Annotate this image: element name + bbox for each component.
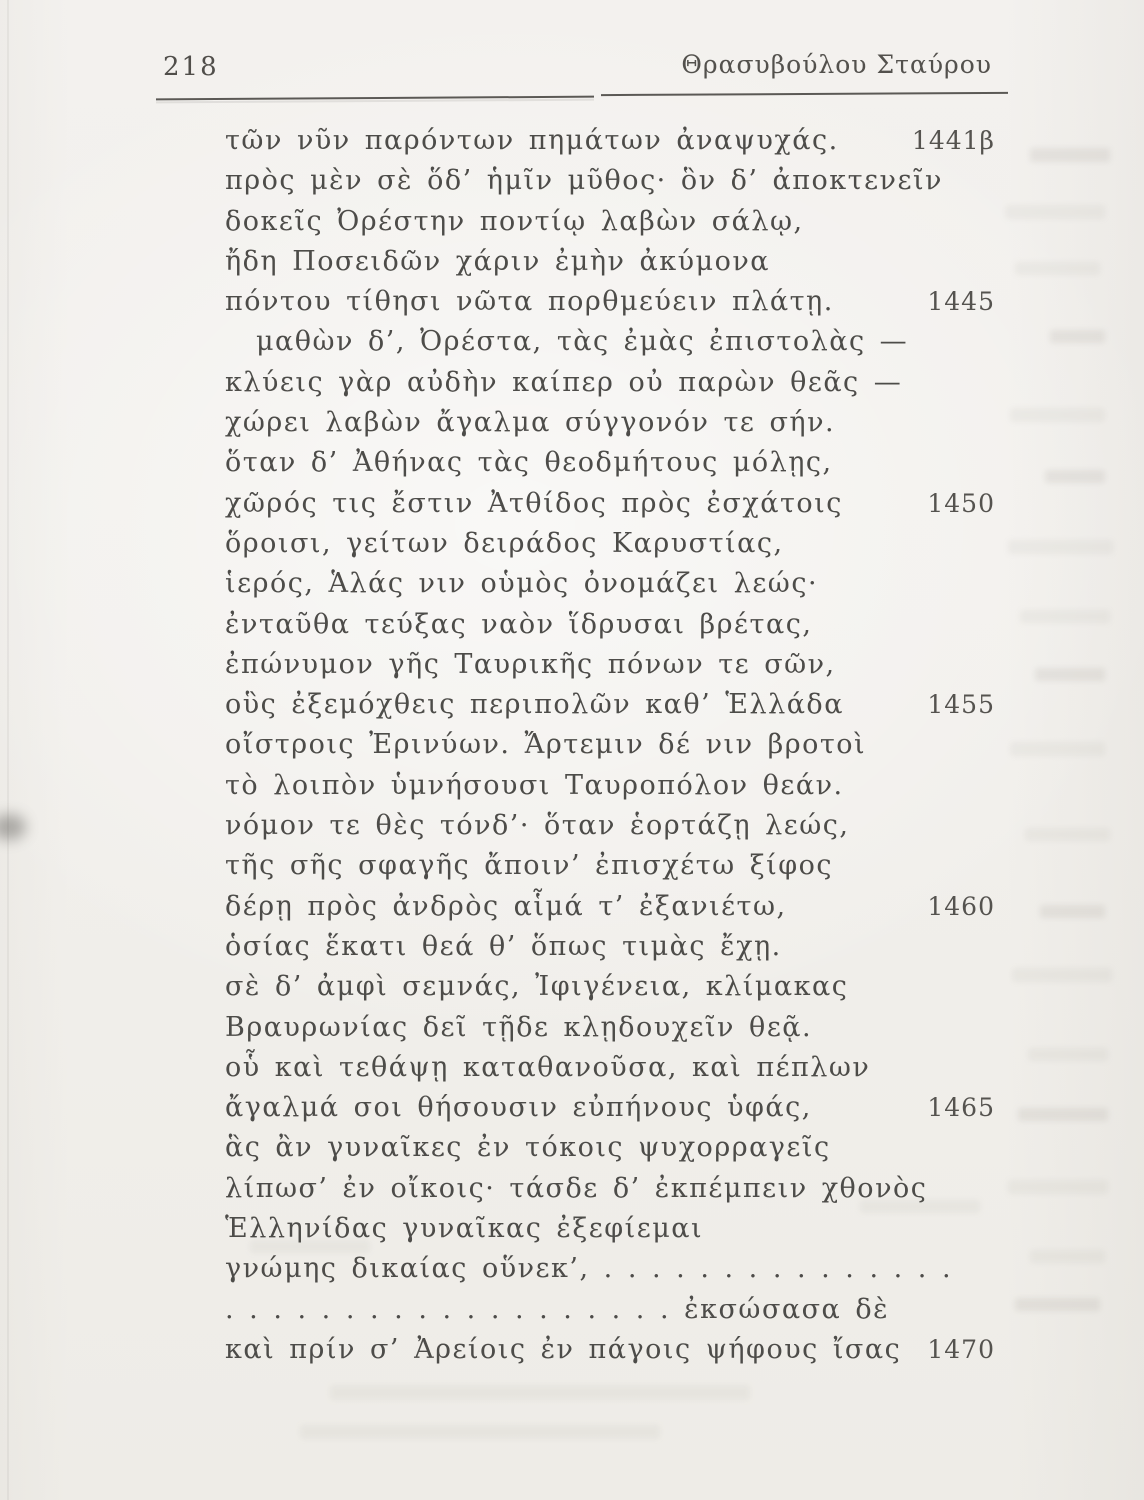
bleedthrough-ghost [1030, 148, 1110, 162]
verse-text: ἃς ἂν γυναῖκες ἐν τόκοις ψυχορραγεῖς [225, 1132, 831, 1164]
verse-line [225, 645, 995, 685]
bleedthrough-ghost [1035, 668, 1105, 681]
verse-line [225, 564, 995, 604]
verse-line [225, 161, 995, 201]
verse-text: . . . . . . . . . . . . . . . . . . . ἐκσώσασα δὲ [225, 1293, 890, 1325]
verse-text: ἱερός, Ἁλάς νιν οὑμὸς ὀνομάζει λεώς· [225, 568, 819, 600]
line-number: 1460 [927, 891, 995, 921]
verse-line [225, 605, 995, 645]
verse-text: οἴστροις Ἐρινύων. Ἄρτεμιν δέ νιν βροτοὶ [225, 729, 867, 761]
verse-text: οὗ καὶ τεθάψῃ καταθανοῦσα, καὶ πέπλων [225, 1051, 871, 1083]
verse-line [225, 1169, 995, 1209]
verse-text: χώρει λαβὼν ἄγαλμα σύγγονόν τε σήν. [225, 407, 836, 439]
verse-line [225, 1249, 995, 1289]
verse-text: ἄγαλμά σοι θήσουσιν εὐπήνους ὑφάς, [225, 1092, 812, 1124]
verse-text: χῶρός τις ἔστιν Ἀτθίδος πρὸς ἐσχάτοις [225, 487, 843, 519]
bleedthrough-ghost [1015, 1298, 1100, 1311]
verse-line [225, 766, 995, 806]
bleedthrough-ghost [1028, 1048, 1108, 1061]
running-header-title: Θρασυβούλου Σταύρου [681, 50, 992, 79]
verse-line [225, 1209, 995, 1249]
verse-text: δέρῃ πρὸς ἀνδρὸς αἷμά τ’ ἐξανιέτω, [225, 890, 787, 922]
bleedthrough-ghost [1010, 408, 1105, 422]
bleedthrough-ghost [1040, 905, 1105, 918]
verse-text: σὲ δ’ ἀμφὶ σεμνάς, Ἰφιγένεια, κλίμακας [225, 971, 849, 1003]
verse-line [225, 806, 995, 846]
verse-text: οὓς ἐξεμόχθεις περιπολῶν καθ’ Ἑλλάδα [225, 689, 844, 721]
bleedthrough-ghost [330, 1385, 750, 1400]
verse-line [225, 363, 995, 403]
verse-line [225, 1290, 995, 1330]
verse-text: τὸ λοιπὸν ὑμνήσουσι Ταυροπόλον θεάν. [225, 769, 844, 801]
verse-text: λίπωσ’ ἐν οἴκοις· τάσδε δ’ ἐκπέμπειν χθονὸς [225, 1172, 928, 1204]
verse-line [225, 484, 995, 524]
verse-line [225, 1048, 995, 1088]
line-number: 1441β [911, 126, 995, 155]
line-number: 1455 [927, 690, 995, 720]
line-number: 1465 [927, 1093, 995, 1123]
verse-line [225, 846, 995, 886]
verse-text: γνώμης δικαίας οὕνεκ’, . . . . . . . . . . . . . . . [225, 1253, 953, 1285]
verse-text: πόντου τίθησι νῶτα πορθμεύειν πλάτῃ. [225, 286, 834, 318]
bleedthrough-ghost [1030, 1250, 1105, 1263]
verse-text: μαθὼν δ’, Ὀρέστα, τὰς ἐμὰς ἐπιστολὰς — [256, 326, 909, 358]
verse-line [225, 443, 995, 483]
verse-line [225, 242, 995, 282]
verse-line [225, 202, 995, 242]
verse-line [225, 887, 995, 927]
verse-line [225, 967, 995, 1007]
ink-smudge [0, 814, 26, 840]
verse-text: Ἑλληνίδας γυναῖκας ἐξεφίεμαι [225, 1213, 704, 1245]
bleedthrough-ghost [1050, 330, 1105, 343]
bleedthrough-ghost [1012, 968, 1112, 982]
verse-text: τῆς σῆς σφαγῆς ἄποιν’ ἐπισχέτω ξίφος [225, 850, 833, 882]
bleedthrough-ghost [1015, 262, 1100, 275]
verse-line [225, 1128, 995, 1168]
verse-line [225, 1008, 995, 1048]
verse-line [225, 1330, 995, 1370]
verse-text: κλύεις γὰρ αὐδὴν καίπερ οὐ παρὼν θεᾶς — [225, 366, 903, 398]
verse-text: νόμον τε θὲς τόνδ’· ὅταν ἑορτάζῃ λεώς, [225, 810, 850, 842]
verse-line [225, 725, 995, 765]
verse-line [225, 121, 995, 161]
verse-text: ἐπώνυμον γῆς Ταυρικῆς πόνων τε σῶν, [225, 648, 836, 680]
verse-text: ἤδη Ποσειδῶν χάριν ἐμὴν ἀκύμονα [225, 245, 770, 277]
bleedthrough-ghost [1045, 470, 1105, 483]
verse-text: ὅροισι, γείτων δειράδος Καρυστίας, [225, 527, 784, 559]
line-number: 1450 [927, 488, 995, 518]
verse-line [225, 927, 995, 967]
line-number: 1470 [927, 1334, 995, 1364]
bleedthrough-ghost [1005, 205, 1105, 219]
verse-text: ὅταν δ’ Ἀθήνας τὰς θεοδμήτους μόλῃς, [225, 447, 833, 479]
verse-line [225, 403, 995, 443]
verse-line [225, 1088, 995, 1128]
bleedthrough-ghost [1018, 1108, 1108, 1121]
verse-line [225, 685, 995, 725]
bleedthrough-ghost [1008, 540, 1113, 554]
verse-line [225, 282, 995, 322]
bleedthrough-ghost [1008, 1180, 1108, 1194]
bleedthrough-ghost [1010, 742, 1105, 756]
verse-line [225, 322, 995, 362]
verse-text: πρὸς μὲν σὲ ὅδ’ ἡμῖν μῦθος· ὃν δ’ ἀποκτενεῖν [225, 165, 943, 197]
page-gutter-line [7, 0, 9, 1500]
header-rule-left [156, 96, 594, 101]
header-rule-right [601, 92, 1008, 96]
verse-text-block [225, 121, 995, 1370]
verse-text: τῶν νῦν παρόντων πημάτων ἀναψυχάς. [225, 125, 839, 156]
bleedthrough-ghost [1025, 828, 1110, 841]
bleedthrough-ghost [1020, 610, 1110, 623]
page-number: 218 [163, 52, 219, 82]
verse-text: καὶ πρίν σ’ Ἀρείοις ἐν πάγοις ψήφους ἴσας [225, 1333, 902, 1365]
line-number: 1445 [927, 287, 995, 317]
bleedthrough-ghost [300, 1425, 660, 1439]
verse-text: Βραυρωνίας δεῖ τῇδε κλῃδουχεῖν θεᾷ. [225, 1011, 813, 1043]
verse-text: ἐνταῦθα τεύξας ναὸν ἵδρυσαι βρέτας, [225, 608, 813, 640]
verse-text: δοκεῖς Ὀρέστην ποντίῳ λαβὼν σάλῳ, [225, 205, 804, 237]
verse-text: ὁσίας ἕκατι θεά θ’ ὅπως τιμὰς ἔχῃ. [225, 930, 782, 962]
verse-line [225, 524, 995, 564]
